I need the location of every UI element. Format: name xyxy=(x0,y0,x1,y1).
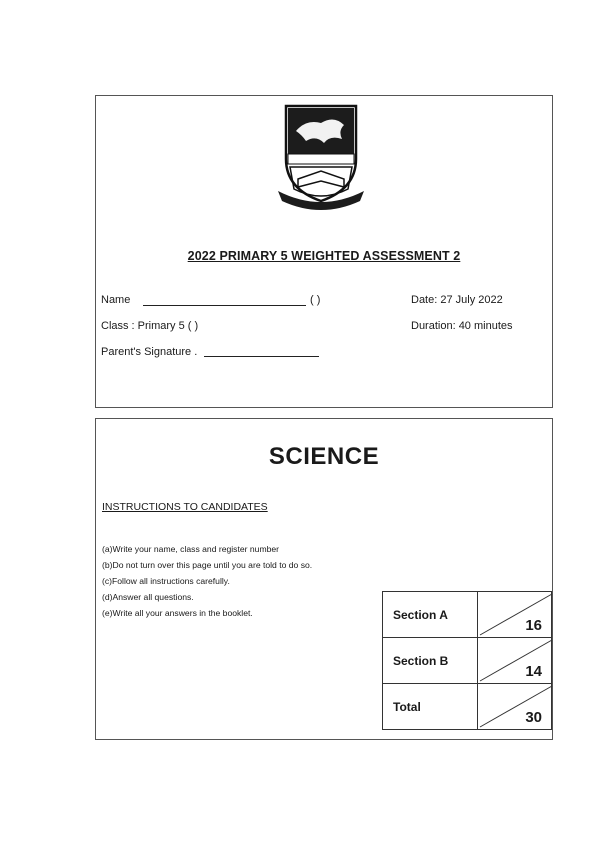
school-crest-icon xyxy=(276,101,366,211)
instruction-item: (a)Write your name, class and register number xyxy=(102,544,280,554)
section-b-label: Section B xyxy=(383,638,478,684)
table-row xyxy=(383,684,552,730)
section-a-score-cell xyxy=(478,592,552,638)
signature-line[interactable] xyxy=(204,356,319,357)
total-score-cell xyxy=(478,684,552,730)
total-score: 30 xyxy=(525,709,542,726)
instruction-item: (e)Write all your answers in the booklet. xyxy=(102,608,253,618)
diagonal-divider-icon xyxy=(478,638,554,683)
class-label: Class : Primary 5 ( ) xyxy=(101,320,199,332)
instruction-item: (c)Follow all instructions carefully. xyxy=(102,576,230,586)
total-label: Total xyxy=(383,684,478,730)
instructions-panel xyxy=(95,418,553,740)
name-label: Name xyxy=(101,294,131,306)
instruction-item: (d)Answer all questions. xyxy=(102,592,194,602)
name-line[interactable] xyxy=(143,305,306,306)
instructions-list xyxy=(102,541,312,621)
register-number-paren: ( ) xyxy=(310,294,321,306)
header-panel xyxy=(95,95,553,408)
diagonal-divider-icon xyxy=(478,684,554,729)
signature-label: Parent's Signature . xyxy=(101,346,198,358)
date-text: Date: 27 July 2022 xyxy=(411,294,503,306)
section-a-label: Section A xyxy=(383,592,478,638)
table-row xyxy=(383,592,552,638)
instructions-heading: INSTRUCTIONS TO CANDIDATES xyxy=(102,501,268,513)
instruction-item: (b)Do not turn over this page until you are told to do so. xyxy=(102,560,313,570)
score-table xyxy=(382,591,552,730)
section-b-score-cell xyxy=(478,638,552,684)
table-row xyxy=(383,638,552,684)
section-b-score: 14 xyxy=(525,663,542,680)
subject-title: SCIENCE xyxy=(268,443,380,470)
section-a-score: 16 xyxy=(525,617,542,634)
assessment-title: 2022 PRIMARY 5 WEIGHTED ASSESSMENT 2 xyxy=(187,249,461,263)
duration-text: Duration: 40 minutes xyxy=(411,320,513,332)
diagonal-divider-icon xyxy=(478,592,554,637)
